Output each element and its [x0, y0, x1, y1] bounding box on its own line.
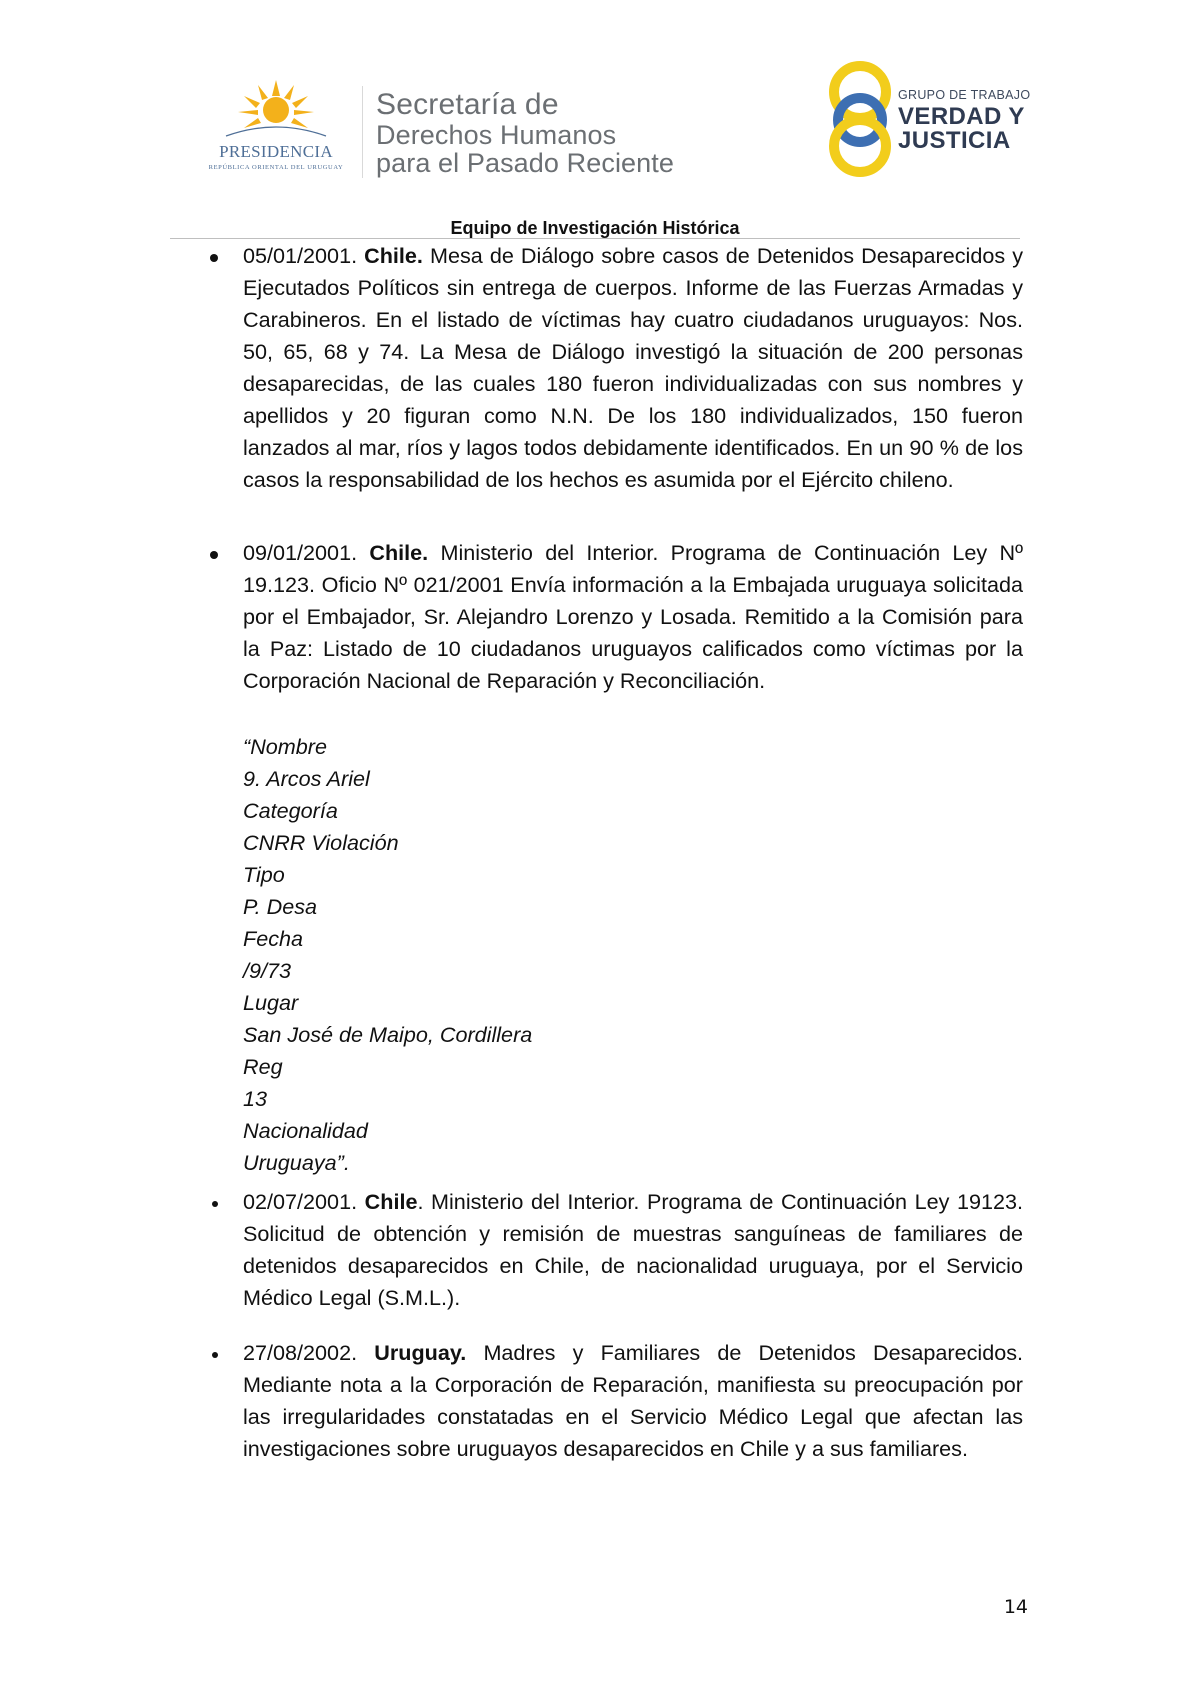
quote-line: Categoría — [243, 798, 338, 823]
presidencia-subtitle: REPÚBLICA ORIENTAL DEL URUGUAY — [208, 164, 344, 171]
entry-1-paragraph — [243, 240, 1023, 496]
team-title: Equipo de Investigación Histórica — [450, 218, 740, 238]
entry-country: Uruguay. — [374, 1340, 467, 1365]
entry-3 — [243, 1186, 1023, 1314]
bullet-icon — [210, 551, 218, 559]
quote-line: Fecha — [243, 926, 304, 951]
entry-text: Mesa de Diálogo sobre casos de Detenidos Desaparecidos y Ejecutados Políticos sin entrega de cuerpos. Informe de las Fuerzas Armadas y Carabineros. En el listado de víctimas hay cuatro ciudadanos uruguayos: Nos. 50, 65, 68 y 74. La Mesa de Diálogo investigó la situación de 200 personas desaparecidas, de las cuales 180 fueron individualizadas con sus nombres y apellidos y 20 figuran como N.N. De los 180 individualizados, 150 fueron lanzados al mar, ríos y lagos todos debidamente identificados. En un 90 % de los casos la responsabilidad de los hechos es asumida por el Ejército chileno. — [243, 243, 1024, 492]
page-number: 14 — [1003, 1596, 1028, 1618]
bullet-icon — [210, 254, 218, 262]
quote-line: 13 — [243, 1086, 268, 1111]
entry-4 — [243, 1337, 1023, 1465]
secretaria-line-1: Secretaría de — [376, 88, 559, 121]
entry-text: Ministerio del Interior. Programa de Continuación Ley Nº 19.123. Oficio Nº 021/2001 Envía información a la Embajada uruguaya solicitada por el Embajador, Sr. Alejandro Lorenzo y Losada. Remitido a la Comisión para la Paz: Listado de 10 ciudadanos uruguayos calificados como víctimas por la Corporación Nacional de Reparación y Reconciliación. — [243, 540, 1024, 693]
quote-line: Uruguaya”. — [243, 1150, 350, 1175]
bullet-icon — [212, 1201, 218, 1207]
entry-3-paragraph — [243, 1186, 1023, 1314]
entry-4-paragraph — [243, 1337, 1023, 1465]
victim-record-quote — [243, 731, 843, 1179]
quote-line: /9/73 — [243, 958, 292, 983]
quote-line: 9. Arcos Ariel — [243, 766, 370, 791]
entry-date: 02/07/2001. — [243, 1189, 358, 1214]
quote-line: Lugar — [243, 990, 299, 1015]
entry-country: Chile. — [364, 243, 423, 268]
chain-links-icon — [820, 56, 898, 180]
grupo-line-2: VERDAD Y — [898, 103, 1025, 130]
bullet-icon — [212, 1352, 218, 1358]
entry-date: 05/01/2001. — [243, 243, 358, 268]
quote-line: Nacionalidad — [243, 1118, 368, 1143]
entry-text: Madres y Familiares de Detenidos Desaparecidos. Mediante nota a la Corporación de Reparación, manifiesta su preocupación por las irregularidades constatadas en el Servicio Médico Legal que afectan las investigaciones sobre uruguayos desaparecidos en Chile y a sus familiares. — [243, 1340, 1024, 1461]
sun-emblem-icon — [196, 78, 356, 148]
quote-line: CNRR Violación — [243, 830, 399, 855]
quote-line: Tipo — [243, 862, 285, 887]
entry-text: . Ministerio del Interior. Programa de Continuación Ley 19123. Solicitud de obtención y remisión de muestras sanguíneas de familiares de detenidos desaparecidos en Chile, de nacionalidad uruguaya, por el Servicio Médico Legal (S.M.L.). — [243, 1189, 1023, 1310]
presidencia-logo — [196, 78, 356, 178]
entry-country: Chile — [364, 1189, 418, 1214]
quote-line: Reg — [243, 1054, 283, 1079]
header-divider — [362, 86, 363, 178]
grupo-line-3: JUSTICIA — [898, 127, 1011, 154]
quote-line: San José de Maipo, Cordillera — [243, 1022, 533, 1047]
entry-1 — [243, 240, 1023, 496]
entry-country: Chile. — [369, 540, 429, 565]
header-rule — [170, 238, 1020, 239]
quote-line: “Nombre — [243, 734, 327, 759]
secretaria-line-3: para el Pasado Reciente — [376, 148, 674, 178]
entry-date: 09/01/2001. — [243, 540, 358, 565]
grupo-line-1: GRUPO DE TRABAJO — [898, 88, 1031, 102]
entry-2-paragraph — [243, 537, 1023, 697]
verdad-justicia-logo — [820, 56, 1040, 180]
entry-2 — [243, 537, 1023, 697]
presidencia-name: PRESIDENCIA — [219, 142, 333, 161]
secretaria-line-2: Derechos Humanos — [376, 120, 617, 150]
quote-line: P. Desa — [243, 894, 318, 919]
secretaria-title — [376, 88, 736, 177]
entry-date: 27/08/2002. — [243, 1340, 358, 1365]
